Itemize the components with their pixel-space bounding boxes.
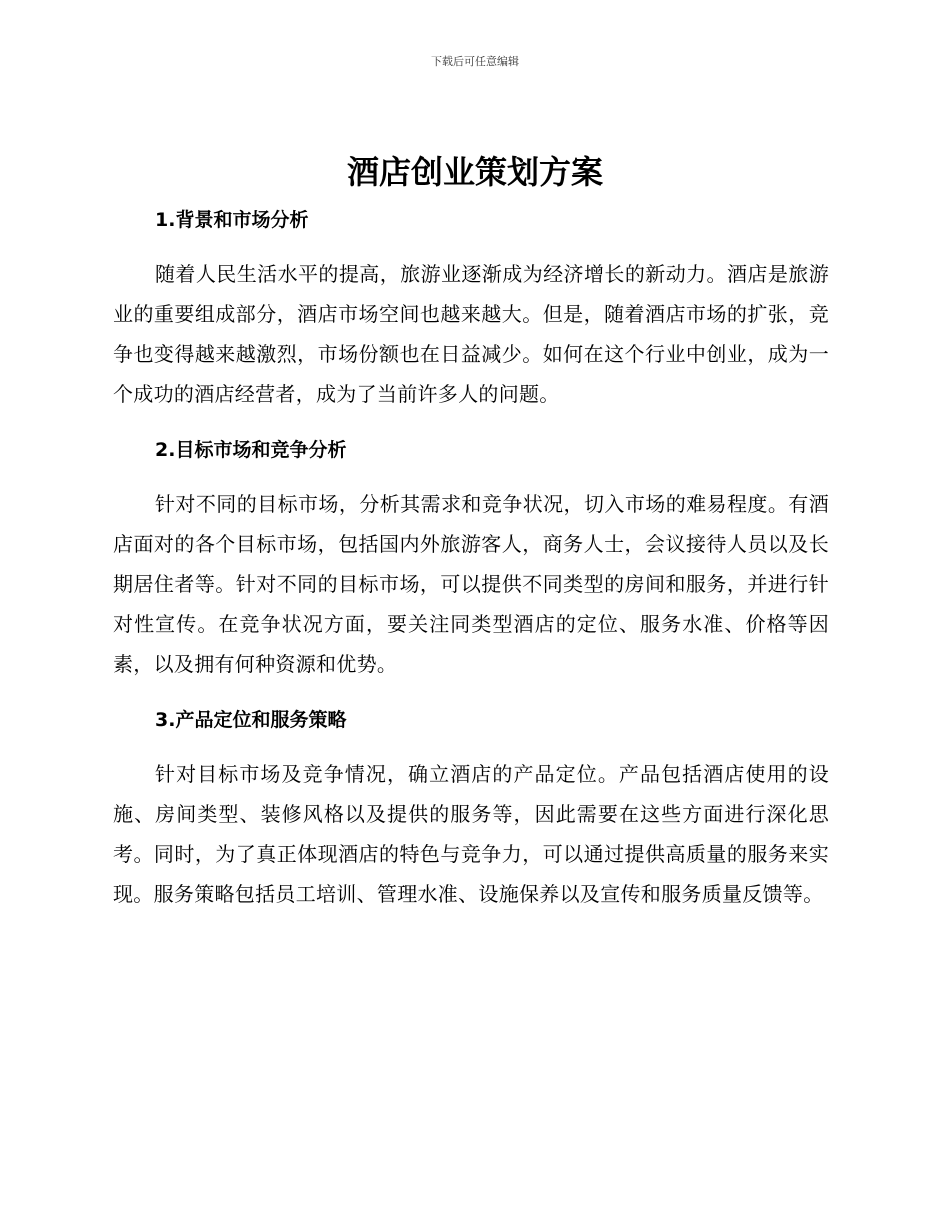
section-background-market bbox=[113, 200, 829, 414]
section-paragraph: 针对目标市场及竞争情况，确立酒店的产品定位。产品包括酒店使用的设施、房间类型、装修风格以及提供的服务等，因此需要在这些方面进行深化思考。同时，为了真正体现酒店的特色与竞争力，可以通过提供高质量的服务来实现。服务策略包括员工培训、管理水准、设施保养以及宣传和服务质量反馈等。 bbox=[113, 762, 829, 906]
section-target-competition bbox=[113, 430, 829, 684]
section-heading: 1.背景和市场分析 bbox=[155, 209, 309, 231]
section-heading: 2.目标市场和竞争分析 bbox=[155, 439, 347, 461]
header-note: 下载后可任意编辑 bbox=[431, 55, 519, 68]
document-body bbox=[113, 200, 829, 930]
section-heading: 3.产品定位和服务策略 bbox=[155, 709, 347, 731]
section-paragraph: 随着人民生活水平的提高，旅游业逐渐成为经济增长的新动力。酒店是旅游业的重要组成部分，酒店市场空间也越来越大。但是，随着酒店市场的扩张，竞争也变得越来越激烈，市场份额也在日益减少。如何在这个行业中创业，成为一个成功的酒店经营者，成为了当前许多人的问题。 bbox=[113, 262, 829, 406]
section-product-service bbox=[113, 700, 829, 914]
document-title: 酒店创业策划方案 bbox=[346, 153, 603, 191]
section-paragraph: 针对不同的目标市场，分析其需求和竞争状况，切入市场的难易程度。有酒店面对的各个目标市场，包括国内外旅游客人，商务人士，会议接待人员以及长期居住者等。针对不同的目标市场，可以提供不同类型的房间和服务，并进行针对性宣传。在竞争状况方面，要关注同类型酒店的定位、服务水准、价格等因素，以及拥有何种资源和优势。 bbox=[113, 492, 829, 676]
